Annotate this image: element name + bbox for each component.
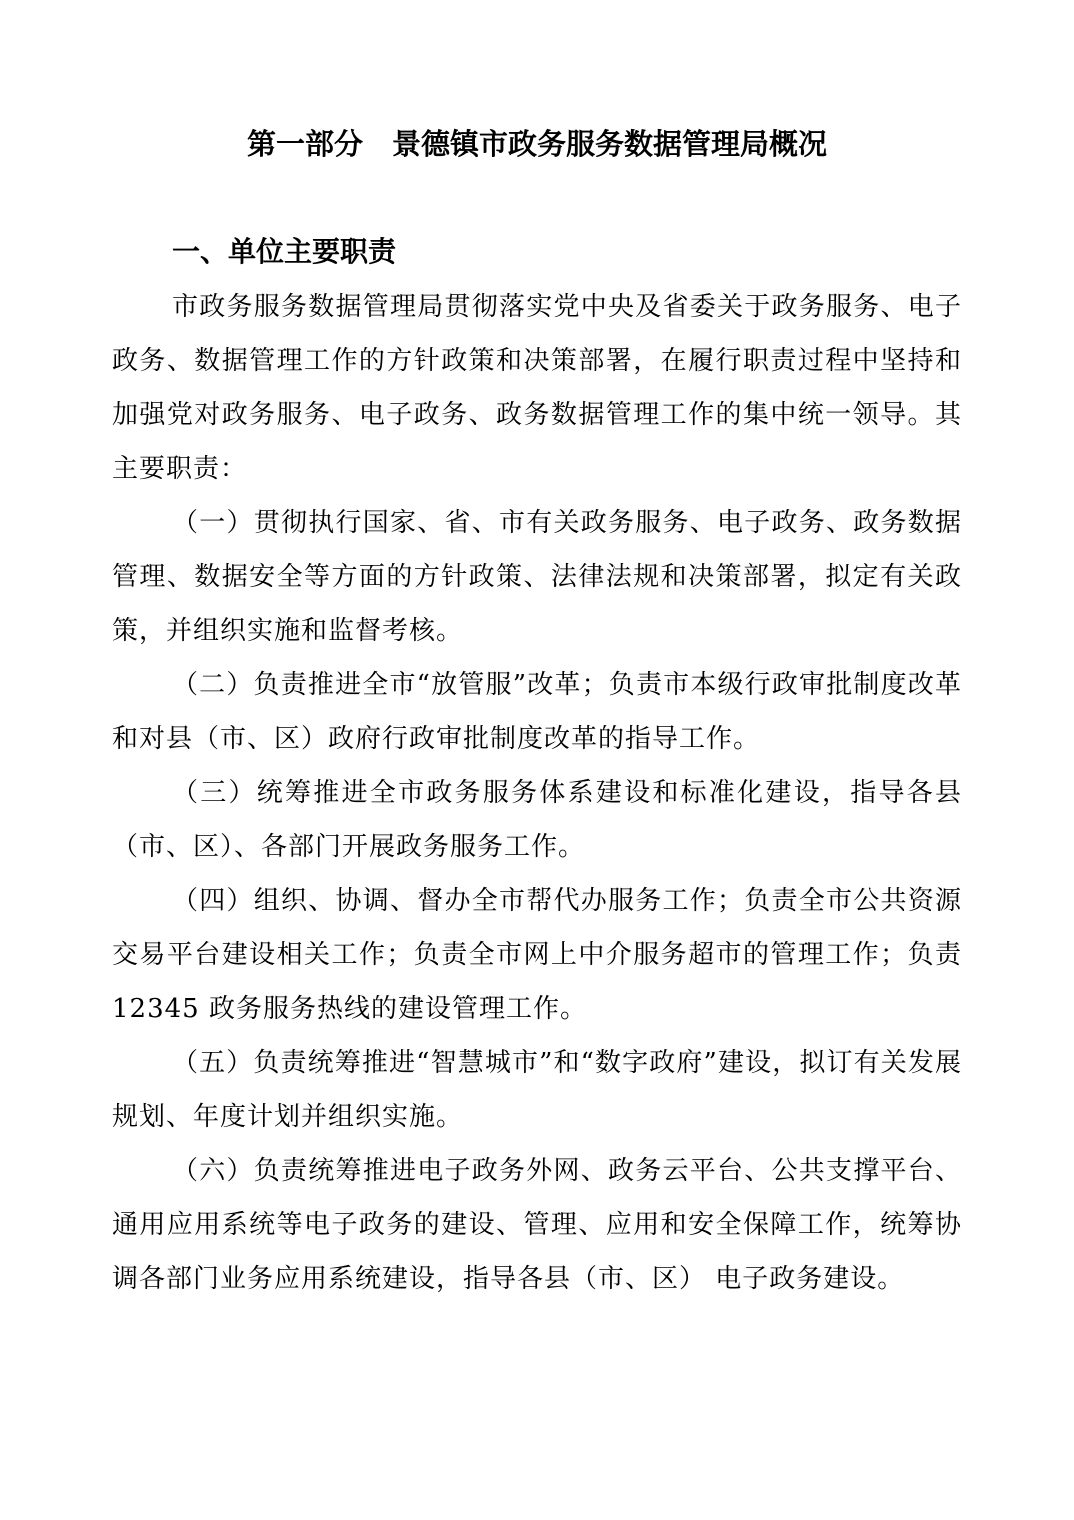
paragraph-duty-3: （三）统筹推进全市政务服务体系建设和标准化建设，指导各县（市、区）、各部门开展政务服务工作。: [112, 778, 962, 862]
page-title: 第一部分 景德镇市政务服务数据管理局概况: [246, 127, 827, 161]
paragraph-duty-1: （一）贯彻执行国家、省、市有关政务服务、电子政务、政务数据管理、数据安全等方面的方针政策、法律法规和决策部署，拟定有关政策，并组织实施和监督考核。: [112, 508, 962, 646]
paragraph-duty-6: （六）负责统筹推进电子政务外网、政务云平台、公共支撑平台、通用应用系统等电子政务的建设、管理、应用和安全保障工作，统筹协调各部门业务应用系统建设，指导各县（市、区） 电子政务建设。: [112, 1156, 962, 1294]
paragraph-duty-5: （五）负责统筹推进“智慧城市”和“数字政府”建设，拟订有关发展规划、年度计划并组织实施。: [112, 1048, 962, 1132]
paragraph-duty-2: （二）负责推进全市“放管服”改革；负责市本级行政审批制度改革和对县（市、区）政府行政审批制度改革的指导工作。: [112, 670, 962, 754]
document-body: [112, 280, 962, 1306]
paragraph-intro: 市政务服务数据管理局贯彻落实党中央及省委关于政务服务、电子政务、数据管理工作的方针政策和决策部署，在履行职责过程中坚持和加强党对政务服务、电子政务、政务数据管理工作的集中统一领导。其主要职责：: [112, 292, 962, 484]
paragraph-duty-4: （四）组织、协调、督办全市帮代办服务工作；负责全市公共资源交易平台建设相关工作；负责全市网上中介服务超市的管理工作；负责 12345 政务服务热线的建设管理工作。: [112, 886, 962, 1024]
section-heading: 一、单位主要职责: [172, 235, 397, 268]
